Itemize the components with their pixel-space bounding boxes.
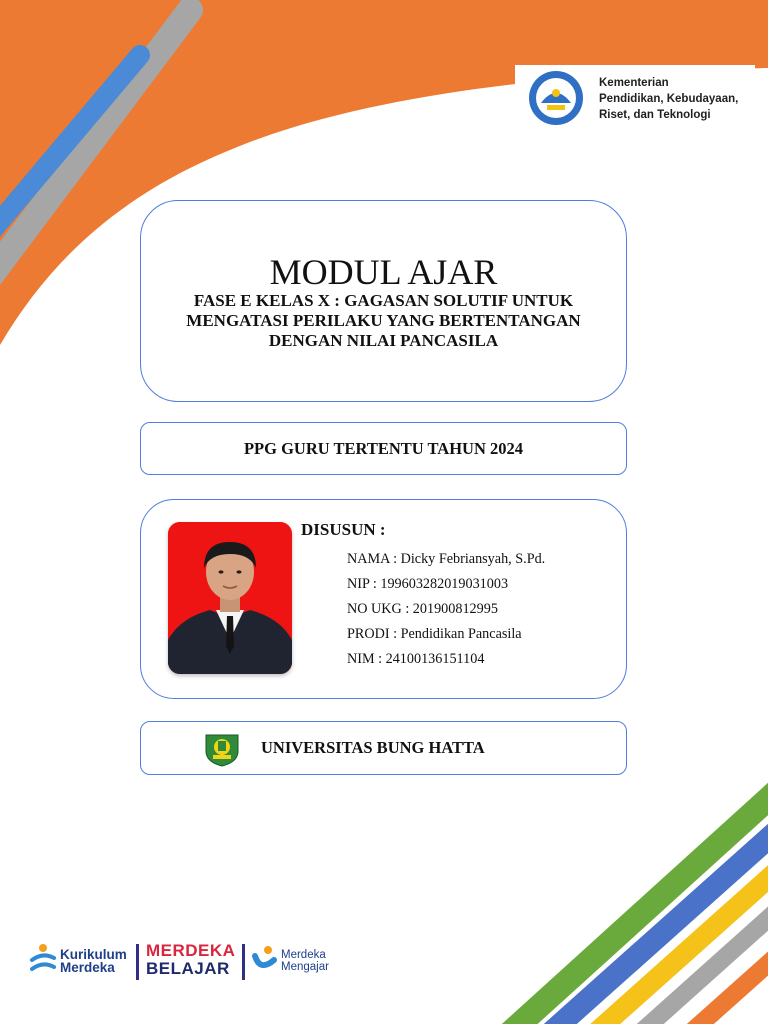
author-nim: NIM : 24100136151104 — [347, 651, 485, 667]
author-nip: NIP : 199603282019031003 — [347, 576, 509, 592]
document-title: MODUL AJAR — [269, 252, 498, 292]
subtitle-line-3: DENGAN NILAI PANCASILA — [268, 331, 499, 350]
merdeka-mengajar-icon — [252, 944, 278, 974]
program-card — [140, 422, 627, 475]
merdeka-belajar-text — [146, 942, 235, 978]
university-name: UNIVERSITAS BUNG HATTA — [261, 738, 485, 757]
person-portrait-icon — [168, 522, 292, 674]
kurikulum-merdeka-text — [60, 948, 127, 974]
author-name: NAMA : Dicky Febriansyah, S.Pd. — [347, 551, 546, 567]
merdeka-belajar-line-1: MERDEKA — [146, 941, 236, 960]
footer-logos — [18, 930, 378, 990]
ministry-line-3: Riset, dan Teknologi — [599, 109, 711, 121]
university-emblem-icon — [203, 729, 241, 767]
university-card — [140, 721, 627, 775]
author-card — [140, 499, 627, 699]
subtitle-line-1: FASE E KELAS X : GAGASAN SOLUTIF UNTUK — [193, 291, 574, 310]
tut-wuri-handayani-emblem — [527, 69, 585, 127]
kurikulum-merdeka-icon — [28, 942, 58, 976]
ministry-name — [599, 75, 738, 123]
footer-divider-2 — [242, 944, 245, 980]
merdeka-mengajar-line-2: Mengajar — [281, 961, 329, 973]
ministry-line-1: Kementerian — [599, 77, 669, 89]
ministry-line-2: Pendidikan, Kebudayaan, — [599, 93, 739, 105]
title-card — [140, 200, 627, 402]
subtitle-line-2: MENGATASI PERILAKU YANG BERTENTANGAN — [186, 311, 581, 330]
document-subtitle — [161, 291, 606, 351]
merdeka-belajar-line-2: BELAJAR — [146, 959, 230, 978]
author-no-ukg: NO UKG : 201900812995 — [347, 601, 498, 617]
ministry-logo — [515, 65, 755, 131]
author-heading: DISUSUN : — [301, 520, 386, 539]
author-photo — [168, 522, 292, 674]
merdeka-mengajar-text — [281, 949, 329, 973]
merdeka-mengajar-line-1: Merdeka — [281, 949, 326, 961]
program-label: PPG GURU TERTENTU TAHUN 2024 — [243, 439, 524, 458]
kurikulum-line-2: Merdeka — [60, 960, 115, 975]
footer-divider-1 — [136, 944, 139, 980]
kurikulum-line-1: Kurikulum — [60, 947, 127, 962]
green-stripe-bottom — [480, 770, 768, 1024]
author-prodi: PRODI : Pendidikan Pancasila — [347, 626, 522, 642]
